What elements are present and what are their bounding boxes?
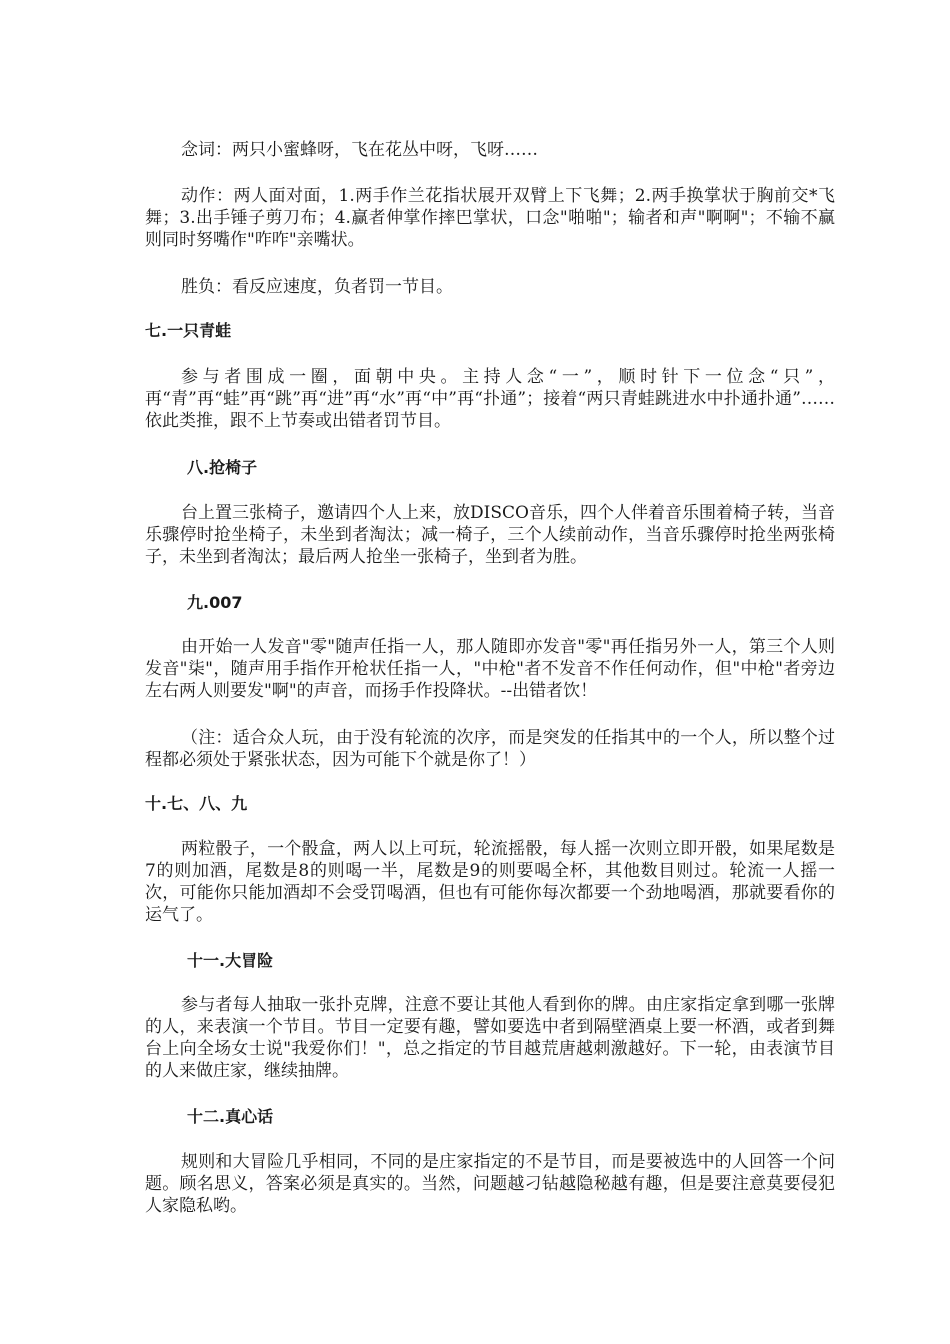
paragraph-section-11: 参与者每人抽取一张扑克牌，注意不要让其他人看到你的牌。由庄家指定拿到哪一张牌的人，来表演一个节目。节目一定要有趣，譬如要选中者到隔壁酒桌上要一杯酒，或者到舞台上向全场女士说"我爱你们！"，总之指定的节目越荒唐越刺激越好。下一轮，由表演节目的人来做庄家，继续抽牌。 [145,995,835,1081]
paragraph-actions: 动作：两人面对面，1.两手作兰花指状展开双臂上下飞舞；2.两手换掌状于胸前交*飞舞；3.出手锤子剪刀布；4.赢者伸掌作摔巴掌状，口念"啪啪"；输者和声"啊啊"；不输不赢则同时努嘴作"咋咋"亲嘴状。 [145,186,835,250]
heading-section-12: 十二.真心话 [187,1107,274,1126]
heading-section-9: 九.007 [187,593,243,612]
paragraph-section-9: 由开始一人发音"零"随声任指一人，那人随即亦发音"零"再任指另外一人，第三个人则发音"柒"，随声用手指作开枪状任指一人，"中枪"者不发音不作任何动作，但"中枪"者旁边左右两人则要发"啊"的声音，而扬手作投降状。--出错者饮！ [145,637,835,701]
heading-section-8: 八.抢椅子 [187,458,258,477]
paragraph-section-9-note: （注：适合众人玩，由于没有轮流的次序，而是突发的任指其中的一个人，所以整个过程都必须处于紧张状态，因为可能下个就是你了！） [145,728,835,770]
heading-section-7: 七.一只青蛙 [145,321,232,340]
heading-section-11: 十一.大冒险 [187,951,274,970]
paragraph-section-12: 规则和大冒险几乎相同，不同的是庄家指定的不是节目，而是要被选中的人回答一个问题。顾名思义，答案必须是真实的。当然，问题越刁钻越隐秘越有趣，但是要注意莫要侵犯人家隐私哟。 [145,1152,835,1216]
paragraph-outcome: 胜负：看反应速度，负者罚一节目。 [181,277,453,297]
paragraph-chant: 念词：两只小蜜蜂呀，飞在花丛中呀，飞呀…… [181,140,538,160]
paragraph-section-7: 参与者围成一圈，面朝中央。主持人念“一”，顺时针下一位念“只”，再“青”再“蛙”再“跳”再“进”再“水”再“中”再“扑通”；接着“两只青蛙跳进水中扑通扑通”……依此类推，跟不上节奏或出错者罚节目。 [145,367,835,431]
paragraph-section-8: 台上置三张椅子，邀请四个人上来，放DISCO音乐，四个人伴着音乐围着椅子转，当音乐骤停时抢坐椅子，未坐到者淘汰；减一椅子，三个人续前动作，当音乐骤停时抢坐两张椅子，未坐到者淘汰；最后两人抢坐一张椅子，坐到者为胜。 [145,503,835,567]
paragraph-section-10: 两粒骰子，一个骰盒，两人以上可玩，轮流摇骰，每人摇一次则立即开骰，如果尾数是7的则加酒，尾数是8的则喝一半，尾数是9的则要喝全杯，其他数目则过。轮流一人摇一次，可能你只能加酒却不会受罚喝酒，但也有可能你每次都要一个劲地喝酒，那就要看你的运气了。 [145,839,835,925]
heading-section-10: 十.七、八、九 [145,794,248,813]
